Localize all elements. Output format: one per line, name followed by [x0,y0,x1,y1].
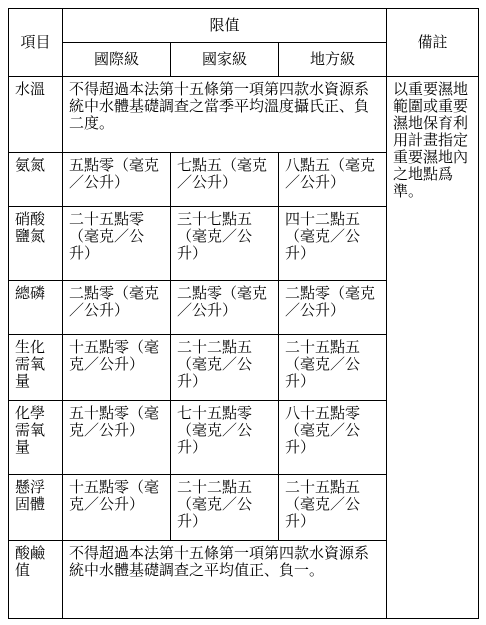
value-local: 二點零（毫克／公升） [279,281,387,335]
row-name: 懸浮固體 [9,475,63,541]
value-local: 八點五（毫克／公升） [279,153,387,207]
header-remark: 備註 [387,9,479,77]
row-span-value: 不得超過本法第十五條第一項第四款水資源系統中水體基礎調查之當季平均溫度攝氏正、負二度。 [63,77,387,153]
row-name: 酸鹼值 [9,541,63,619]
value-national: 二點零（毫克／公升） [171,281,279,335]
row-name: 硝酸鹽氮 [9,207,63,281]
header-row-1 [9,9,479,43]
value-national: 三十七點五（毫克／公升） [171,207,279,281]
standards-table [8,8,479,619]
value-national: 七十五點零（毫克／公升） [171,401,279,475]
value-international: 十五點零（毫克／公升） [63,335,171,401]
page [8,8,478,618]
header-item: 項目 [9,9,63,77]
row-name: 生化需氧量 [9,335,63,401]
value-local: 二十五點五（毫克／公升） [279,475,387,541]
value-international: 二點零（毫克／公升） [63,281,171,335]
value-national: 七點五（毫克／公升） [171,153,279,207]
table-row [9,77,479,153]
header-national: 國家級 [171,43,279,77]
header-local: 地方級 [279,43,387,77]
value-international: 五十點零（毫克／公升） [63,401,171,475]
value-local: 八十五點零（毫克／公升） [279,401,387,475]
value-international: 五點零（毫克／公升） [63,153,171,207]
row-name: 氨氮 [9,153,63,207]
row-name: 化學需氧量 [9,401,63,475]
header-international: 國際級 [63,43,171,77]
row-name: 總磷 [9,281,63,335]
value-national: 二十二點五（毫克／公升） [171,335,279,401]
value-local: 二十五點五（毫克／公升） [279,335,387,401]
row-name: 水溫 [9,77,63,153]
header-limit: 限值 [63,9,387,43]
remark-cell: 以重要濕地範圍或重要濕地保育利用計畫指定重要濕地內之地點爲準。 [387,77,479,619]
value-international: 二十五點零（毫克／公升） [63,207,171,281]
value-international: 十五點零（毫克／公升） [63,475,171,541]
row-span-value: 不得超過本法第十五條第一項第四款水資源系統中水體基礎調查之平均值正、負一。 [63,541,387,619]
value-local: 四十二點五（毫克／公升） [279,207,387,281]
value-national: 二十二點五（毫克／公升） [171,475,279,541]
